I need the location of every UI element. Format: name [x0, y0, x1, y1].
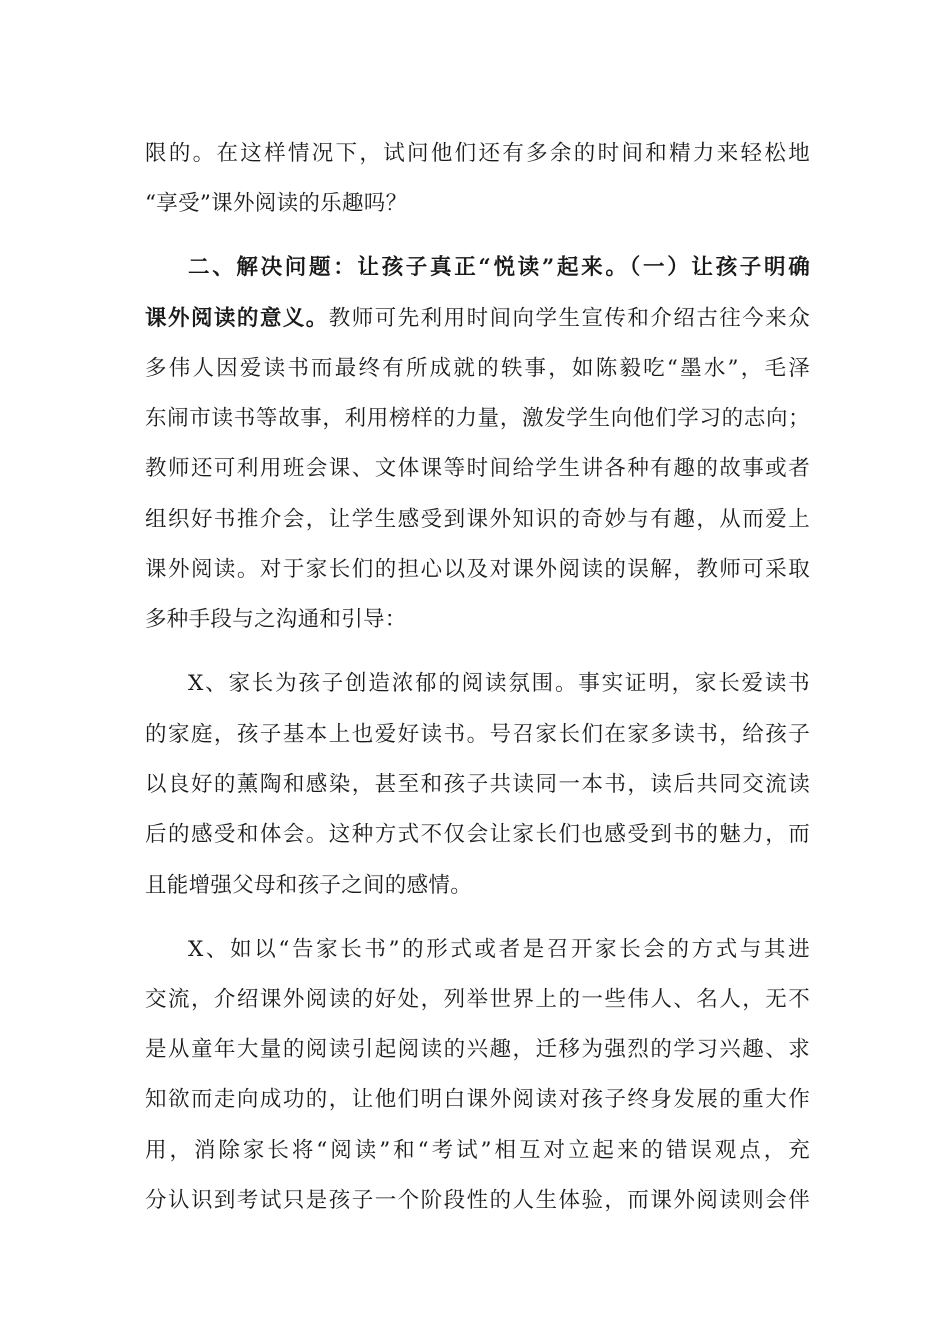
text-line: X、如以“告家长书”的形式或者是召开家长会的方式与其进 [188, 936, 810, 962]
text-line: 的家庭，孩子基本上也爱好读书。号召家长们在家多读书，给孩子 [145, 721, 810, 747]
text-line: 以良好的薰陶和感染，甚至和孩子共读同一本书，读后共同交流读 [145, 771, 810, 797]
text-line: “享受”课外阅读的乐趣吗？ [145, 191, 408, 217]
text-line [145, 243, 810, 293]
paragraph-3 [145, 659, 810, 910]
text-line: 交流，介绍课外阅读的好处，列举世界上的一些伟人、名人，无不 [145, 986, 810, 1012]
text-line: X、家长为孩子创造浓郁的阅读氛围。事实证明，家长爱读书 [188, 671, 810, 697]
text-line: 多伟人因爱读书而最终有所成就的轶事，如陈毅吃“墨水”，毛泽 [145, 355, 810, 381]
text-line: 限的。在这样情况下，试问他们还有多余的时间和精力来轻松地 [145, 141, 810, 166]
text-line: 知欲而走向成功的，让他们明白课外阅读对孩子终身发展的重大作 [145, 1087, 810, 1113]
text-line: 教师还可利用班会课、文体课等时间给学生讲各种有趣的故事或者 [145, 456, 810, 482]
text-line: 组织好书推介会，让学生感受到课外知识的奇妙与有趣，从而爱上 [145, 506, 810, 532]
document-body [145, 129, 810, 1226]
section-heading: 二、解决问题：让孩子真正“悦读”起来。（一）让孩子明确 [188, 255, 810, 281]
text-line: 东闹市读书等故事，利用榜样的力量，激发学生向他们学习的志向； [145, 406, 810, 432]
text-line: 课外阅读。对于家长们的担心以及对课外阅读的误解，教师可采取 [145, 557, 810, 583]
text-line [145, 294, 810, 344]
text-line: 用，消除家长将“阅读”和“考试”相互对立起来的错误观点，充 [145, 1137, 810, 1163]
text-line: 且能增强父母和孩子之间的感情。 [145, 872, 473, 898]
text-line: 后的感受和体会。这种方式不仅会让家长们也感受到书的魅力，而 [145, 822, 810, 848]
paragraph-2 [145, 243, 810, 645]
text-line: 多种手段与之沟通和引导： [145, 607, 407, 633]
text-line: 是从童年大量的阅读引起阅读的兴趣，迁移为强烈的学习兴趣、求 [145, 1037, 810, 1063]
paragraph-4 [145, 925, 810, 1227]
subsection-heading: 课外阅读的意义。 [145, 305, 329, 331]
text-run: 教师可先利用时间向学生宣传和介绍古往今来众 [328, 305, 810, 331]
paragraph-1 [145, 129, 810, 230]
text-line: 分认识到考试只是孩子一个阶段性的人生体验，而课外阅读则会伴 [145, 1188, 810, 1213]
